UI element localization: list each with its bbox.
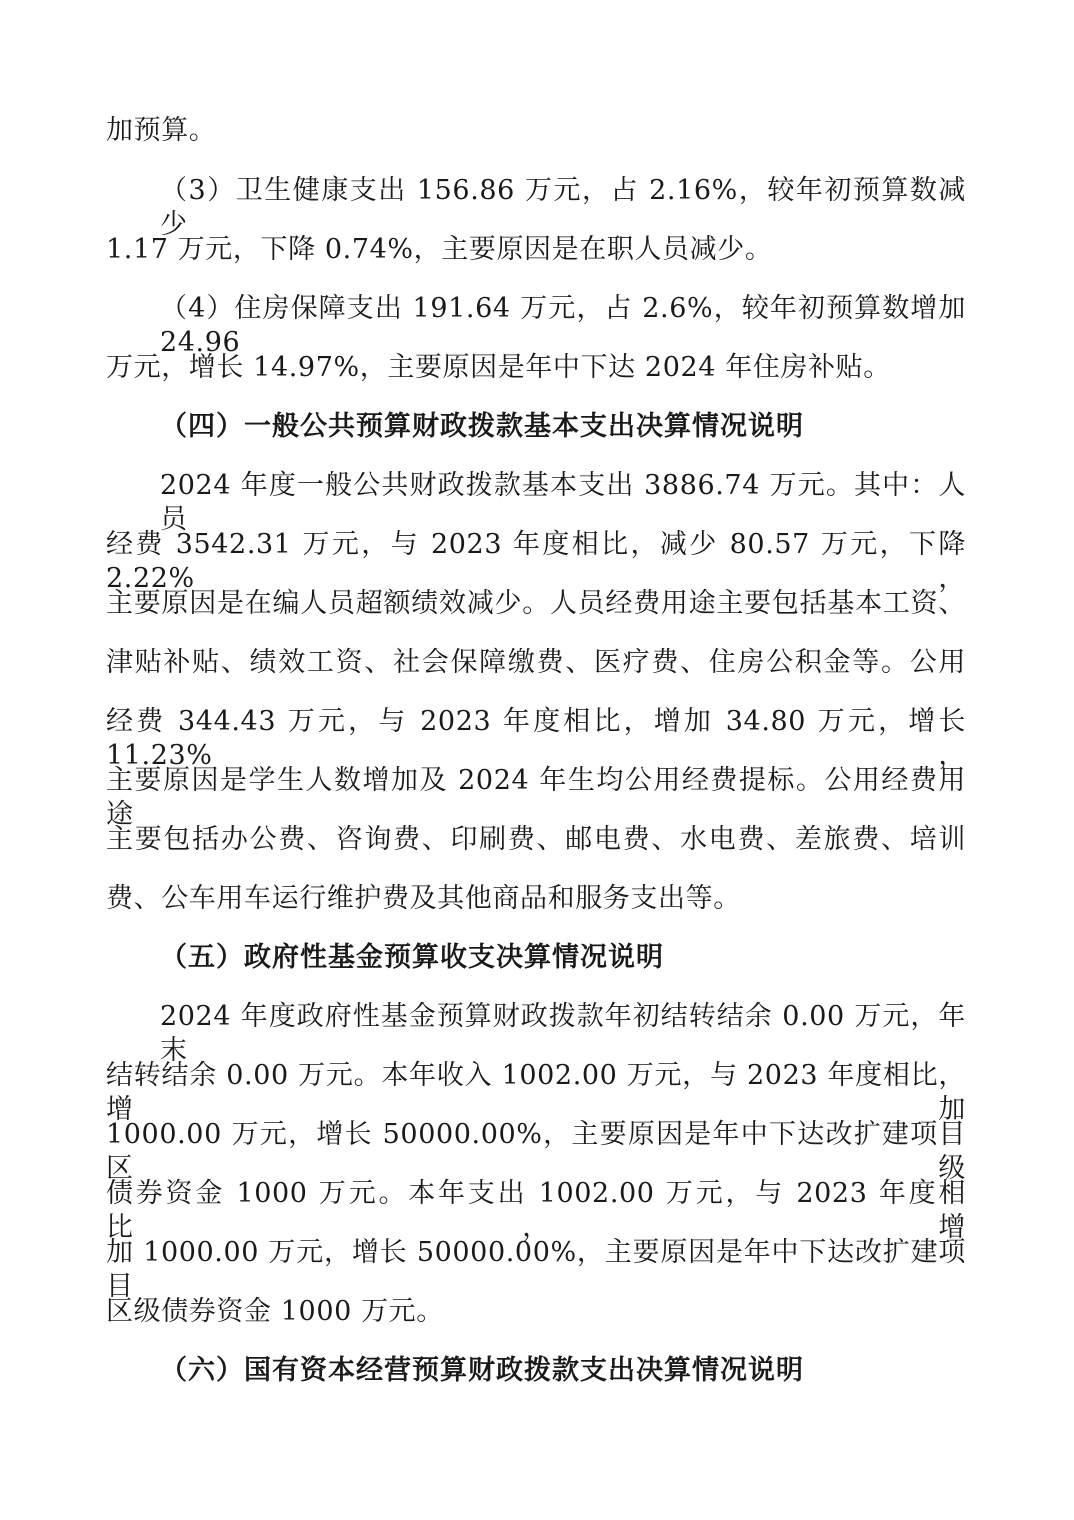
text-line: 加 1000.00 万元，增长 50000.00%，主要原因是年中下达改扩建项目 (106, 1237, 966, 1302)
section-heading-6: （六）国有资本经营预算财政拨款支出决算情况说明 (160, 1355, 804, 1386)
text-line: 2024 年度一般公共财政拨款基本支出 3886.74 万元。其中：人员 (160, 470, 966, 535)
text-line: 主要原因是学生人数增加及 2024 年生均公用经费提标。公用经费用途 (106, 765, 966, 830)
text-line: 加预算。 (106, 115, 217, 146)
text-line: 费、公车用车运行维护费及其他商品和服务支出等。 (106, 883, 741, 914)
text-line: 主要包括办公费、咨询费、印刷费、邮电费、水电费、差旅费、培训 (106, 824, 966, 855)
text-line: 1000.00 万元，增长 50000.00%，主要原因是年中下达改扩建项目区级 (106, 1119, 966, 1184)
text-line: 1.17 万元，下降 0.74%，主要原因是在职人员减少。 (106, 234, 773, 265)
text-line: （4）住房保障支出 191.64 万元，占 2.6%，较年初预算数增加 24.96 (160, 293, 966, 358)
text-line: 2024 年度政府性基金预算财政拨款年初结转结余 0.00 万元，年末 (160, 1001, 966, 1066)
text-line: 经费 3542.31 万元，与 2023 年度相比，减少 80.57 万元，下降 2.22%， (106, 529, 966, 594)
text-line: 债券资金 1000 万元。本年支出 1002.00 万元，与 2023 年度相比，增 (106, 1178, 966, 1243)
text-line: 津贴补贴、绩效工资、社会保障缴费、医疗费、住房公积金等。公用 (106, 647, 966, 678)
text-line: 结转结余 0.00 万元。本年收入 1002.00 万元，与 2023 年度相比，增加 (106, 1060, 966, 1125)
text-line: （3）卫生健康支出 156.86 万元，占 2.16%，较年初预算数减少 (160, 175, 966, 240)
text-line: 经费 344.43 万元，与 2023 年度相比，增加 34.80 万元，增长 11.23%， (106, 706, 966, 771)
text-line: 区级债券资金 1000 万元。 (106, 1296, 444, 1327)
text-line: 主要原因是在编人员超额绩效减少。人员经费用途主要包括基本工资、 (106, 588, 966, 619)
section-heading-4: （四）一般公共预算财政拨款基本支出决算情况说明 (160, 411, 804, 442)
text-line: 万元，增长 14.97%，主要原因是年中下达 2024 年住房补贴。 (106, 352, 891, 383)
section-heading-5: （五）政府性基金预算收支决算情况说明 (160, 942, 664, 973)
